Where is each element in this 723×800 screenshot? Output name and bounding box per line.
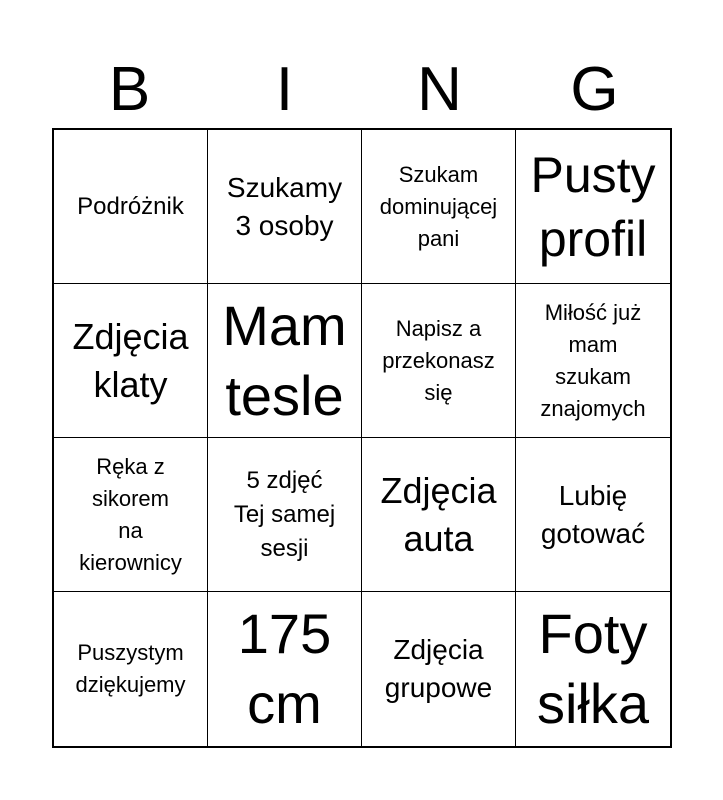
cell-text: Zdjęcia klaty — [72, 315, 189, 405]
cell-text: Puszystym dziękujemy — [75, 640, 186, 697]
bingo-header — [52, 52, 672, 128]
cell-text: Napisz a przekonasz się — [382, 315, 495, 405]
bingo-cell[interactable] — [208, 130, 362, 284]
bingo-cell[interactable] — [516, 592, 670, 746]
cell-text: Lubię gotować — [540, 479, 646, 549]
bingo-cell[interactable] — [54, 130, 208, 284]
cell-text: Pusty profil — [530, 146, 656, 267]
bingo-cell[interactable] — [54, 438, 208, 592]
bingo-cell[interactable] — [208, 284, 362, 438]
cell-text: 5 zdjęć Tej samej sesji — [233, 466, 336, 562]
cell-text: Podróżnik — [77, 192, 184, 220]
cell-text: Zdjęcia auta — [380, 469, 497, 559]
header-letter-g: G — [570, 55, 619, 124]
cell-text: Ręka z sikorem na kierownicy — [79, 453, 182, 575]
bingo-cell[interactable] — [362, 438, 516, 592]
bingo-cell[interactable] — [516, 284, 670, 438]
header-letter-b: B — [108, 55, 151, 124]
bingo-cell[interactable] — [54, 284, 208, 438]
header-letter-i: I — [275, 55, 294, 124]
cell-text: Zdjęcia grupowe — [384, 634, 493, 703]
bingo-cell[interactable] — [516, 438, 670, 592]
cell-text: Mam tesle — [222, 293, 347, 427]
cell-text: Szukamy 3 osoby — [226, 171, 343, 241]
bingo-cell[interactable] — [208, 438, 362, 592]
bingo-cell[interactable] — [362, 592, 516, 746]
bingo-cell[interactable] — [208, 592, 362, 746]
bingo-cell[interactable] — [362, 130, 516, 284]
bingo-cell[interactable] — [54, 592, 208, 746]
cell-text: Szukam dominującej pani — [379, 161, 498, 251]
cell-text: Foty siłka — [536, 602, 650, 735]
cell-text: Miłość już mam szukam znajomych — [540, 299, 646, 421]
bingo-grid — [52, 128, 672, 748]
bingo-cell[interactable] — [516, 130, 670, 284]
header-letter-n: N — [417, 55, 462, 124]
bingo-cell[interactable] — [362, 284, 516, 438]
cell-text: 175 cm — [237, 602, 332, 735]
